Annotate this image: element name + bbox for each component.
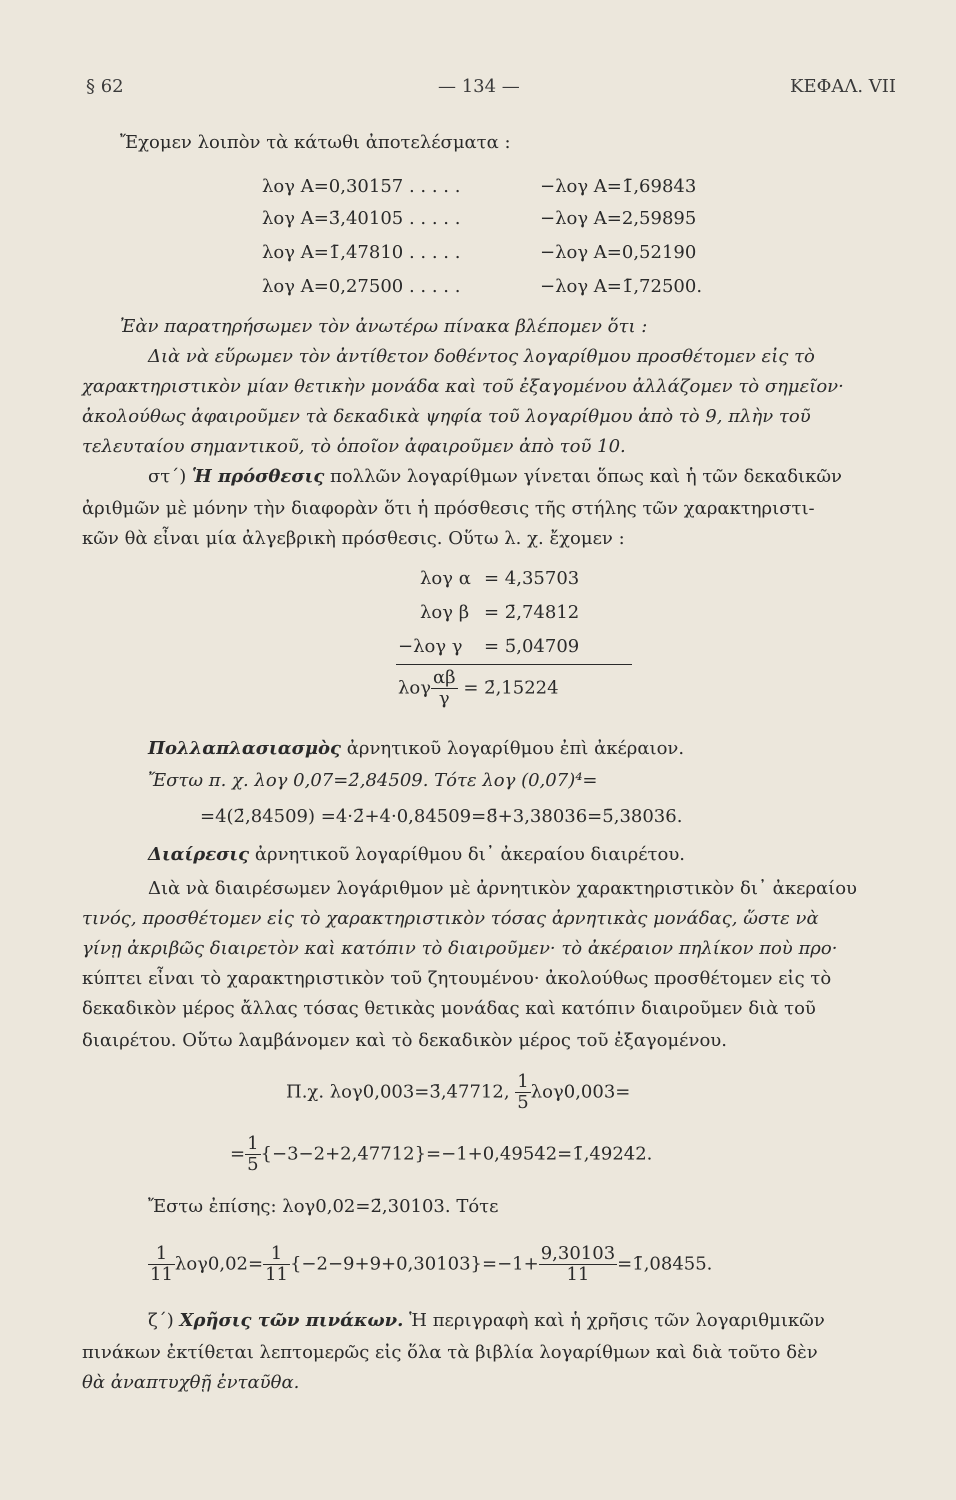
observation-text: Ἐὰν παρατηρήσωμεν τὸν ἀνωτέρω πίνακα βλέπομεν ὅτι : xyxy=(120,316,648,337)
division-line-4: κύπτει εἶναι τὸ χαρακτηριστικὸν τοῦ ζητουμένου· ἀκολούθως προσθέτομεν εἰς τὸ xyxy=(82,968,832,989)
multiplication-heading xyxy=(148,738,684,759)
sum-result-label: λογ xyxy=(398,677,432,699)
division-line-3: γίνῃ ἀκριβῶς διαιρετὸν καὶ κατόπιν τὸ διαιροῦμεν· τὸ ἀκέραιον πηλίκον ποὺ προ· xyxy=(82,938,838,959)
tables-line-1: Ἡ περιγραφὴ καὶ ἡ χρῆσις τῶν λογαριθμικῶν xyxy=(409,1310,825,1331)
example-2-numerator-1: 1 xyxy=(148,1244,175,1265)
sum-value-2: = 2̄,74812 xyxy=(484,602,580,623)
example-1-numerator-2: 1 xyxy=(247,1133,259,1154)
example-1-numerator: 1 xyxy=(517,1071,529,1092)
addition-line-2: ἀριθμῶν μὲ μόνην τὴν διαφορὰν ὅτι ἡ πρόσθεσις τῆς στήλης τῶν χαρακτηριστι- xyxy=(82,498,815,519)
multiplication-line-1: Ἔστω π. χ. λογ 0,07=2̄,84509. Τότε λογ (0,07)⁴= xyxy=(148,770,598,791)
example-2-line xyxy=(148,1244,712,1285)
rule-line-1: Διὰ νὰ εὕρωμεν τὸν ἀντίθετον δοθέντος λογαρίθμου προσθέτομεν εἰς τὸ xyxy=(148,346,815,367)
division-title: Διαίρεσις xyxy=(148,844,250,865)
chapter-label: ΚΕΦΑΛ. VII xyxy=(790,76,897,97)
example-2-part-a: λογ0,02= xyxy=(174,1253,264,1275)
example-1-denominator-2: 5 xyxy=(247,1154,259,1175)
sum-label-1: λογ α xyxy=(420,568,471,589)
tables-title: Χρῆσις τῶν πινάκων. xyxy=(179,1310,404,1331)
division-line-2: τινός, προσθέτομεν εἰς τὸ χαρακτηριστικὸν τόσας ἀρνητικὰς μονάδας, ὥστε νὰ xyxy=(82,908,819,929)
example-2-fraction-2 xyxy=(263,1244,290,1285)
tables-label: ζ΄) xyxy=(148,1310,174,1331)
example-2-part-c: =1̄,08455. xyxy=(617,1253,713,1275)
results-right-3: −λογ A=0,52190 xyxy=(540,242,697,263)
division-line-1: Διὰ νὰ διαιρέσωμεν λογάριθμον μὲ ἀρνητικὸν χαρακτηριστικὸν δι᾽ ἀκεραίου xyxy=(148,878,857,899)
sum-result-fraction xyxy=(431,668,458,709)
results-right-2: −λογ A=2,59895 xyxy=(540,208,697,229)
division-line-6: διαιρέτου. Οὕτω λαμβάνομεν καὶ τὸ δεκαδικὸν μέρος τοῦ ἐξαγομένου. xyxy=(82,1030,727,1051)
addition-line-1: πολλῶν λογαρίθμων γίνεται ὅπως καὶ ἡ τῶν δεκαδικῶν xyxy=(330,466,842,487)
example-1-eq: = xyxy=(230,1143,246,1165)
sum-label-2: λογ β xyxy=(420,602,470,623)
example-1-part-b: λογ0,003= xyxy=(530,1081,631,1103)
rule-line-4: τελευταίου σημαντικοῦ, τὸ ὁποῖον ἀφαιροῦμεν ἀπὸ τοῦ 10. xyxy=(82,436,626,457)
results-left-3: λογ A=1̄,47810 . . . . . xyxy=(262,242,461,263)
sum-result xyxy=(398,668,559,709)
example-2-fraction-1 xyxy=(148,1244,175,1285)
results-right-1: −λογ A=1̄,69843 xyxy=(540,176,697,197)
section-number: § 62 xyxy=(86,76,124,97)
example-2-numerator-3: 9,30103 xyxy=(540,1243,616,1264)
page-number: — 134 — xyxy=(438,76,520,97)
addition-line-3: κῶν θὰ εἶναι μία ἀλγεβρικὴ πρόσθεσις. Οὕτω λ. χ. ἔχομεν : xyxy=(82,528,625,549)
addition-heading xyxy=(148,466,842,487)
division-line-5: δεκαδικὸν μέρος ἄλλας τόσας θετικὰς μονάδας καὶ κατόπιν διαιροῦμεν διὰ τοῦ xyxy=(82,998,816,1019)
rule-line-3: ἀκολούθως ἀφαιροῦμεν τὰ δεκαδικὰ ψηφία τοῦ λογαρίθμου ἀπὸ τὸ 9, πλὴν τοῦ xyxy=(82,406,811,427)
example-1-denominator: 5 xyxy=(517,1092,529,1113)
division-title-rest: ἀρνητικοῦ λογαρίθμου δι᾽ ἀκεραίου διαιρέτου. xyxy=(254,844,686,865)
example-1-line-1 xyxy=(286,1072,630,1113)
results-left-1: λογ A=0,30157 . . . . . xyxy=(262,176,461,197)
example-2-numerator-2: 1 xyxy=(263,1244,290,1265)
sum-value-1: = 4,35703 xyxy=(484,568,580,589)
results-right-4: −λογ A=1̄,72500. xyxy=(540,276,703,297)
example-2-denominator-2: 11 xyxy=(265,1264,288,1285)
intro-text: Ἔχομεν λοιπὸν τὰ κάτωθι ἀποτελέσματα : xyxy=(120,132,511,153)
example-2-fraction-3 xyxy=(539,1244,617,1285)
results-left-2: λογ A=3̄,40105 . . . . . xyxy=(262,208,461,229)
example-2-denominator-3: 11 xyxy=(566,1264,590,1285)
tables-heading xyxy=(148,1310,825,1331)
rule-line-2: χαρακτηριστικὸν μίαν θετικὴν μονάδα καὶ τοῦ ἐξαγομένου ἀλλάζομεν τὸ σημεῖον· xyxy=(82,376,844,397)
example-1-part-a: Π.χ. λογ0,003=3̄,47712, xyxy=(286,1081,510,1103)
addition-title: Ἡ πρόσθεσις xyxy=(192,466,325,487)
example-2-intro: Ἔστω ἐπίσης: λογ0,02=2̄,30103. Τότε xyxy=(148,1196,499,1217)
sum-result-denominator: γ xyxy=(438,688,450,709)
sum-rule xyxy=(396,664,632,665)
example-1-line-2 xyxy=(230,1134,652,1175)
example-1-fraction xyxy=(515,1072,530,1113)
example-2-denominator-1: 11 xyxy=(150,1264,173,1285)
results-left-4: λογ A=0,27500 . . . . . xyxy=(262,276,461,297)
sum-result-value: = 2̄,15224 xyxy=(463,677,559,699)
example-1-fraction-2 xyxy=(245,1134,260,1175)
addition-label: στ΄) xyxy=(148,466,187,487)
multiplication-title: Πολλαπλασιασμὸς xyxy=(148,738,341,759)
multiplication-title-rest: ἀρνητικοῦ λογαρίθμου ἐπὶ ἀκέραιον. xyxy=(346,738,685,759)
division-heading xyxy=(148,844,685,865)
tables-line-2: πινάκων ἐκτίθεται λεπτομερῶς εἰς ὅλα τὰ βιβλία λογαρίθμων καὶ διὰ τοῦτο δὲν xyxy=(82,1342,818,1363)
sum-result-numerator: αβ xyxy=(433,667,456,688)
example-1-part-c: {−3−2+2,47712}=−1+0,49542=1̄,49242. xyxy=(260,1143,653,1165)
sum-value-3: = 5̄,04709 xyxy=(484,636,580,657)
tables-line-3: θὰ ἀναπτυχθῇ ἐνταῦθα. xyxy=(82,1372,300,1393)
sum-label-3: −λογ γ xyxy=(398,636,463,657)
example-2-part-b: {−2−9+9+0,30103}=−1+ xyxy=(289,1253,539,1275)
multiplication-line-2: =4(2̄,84509) =4·2̄+4·0,84509=8̄+3,38036=5̄,38036. xyxy=(200,806,683,827)
